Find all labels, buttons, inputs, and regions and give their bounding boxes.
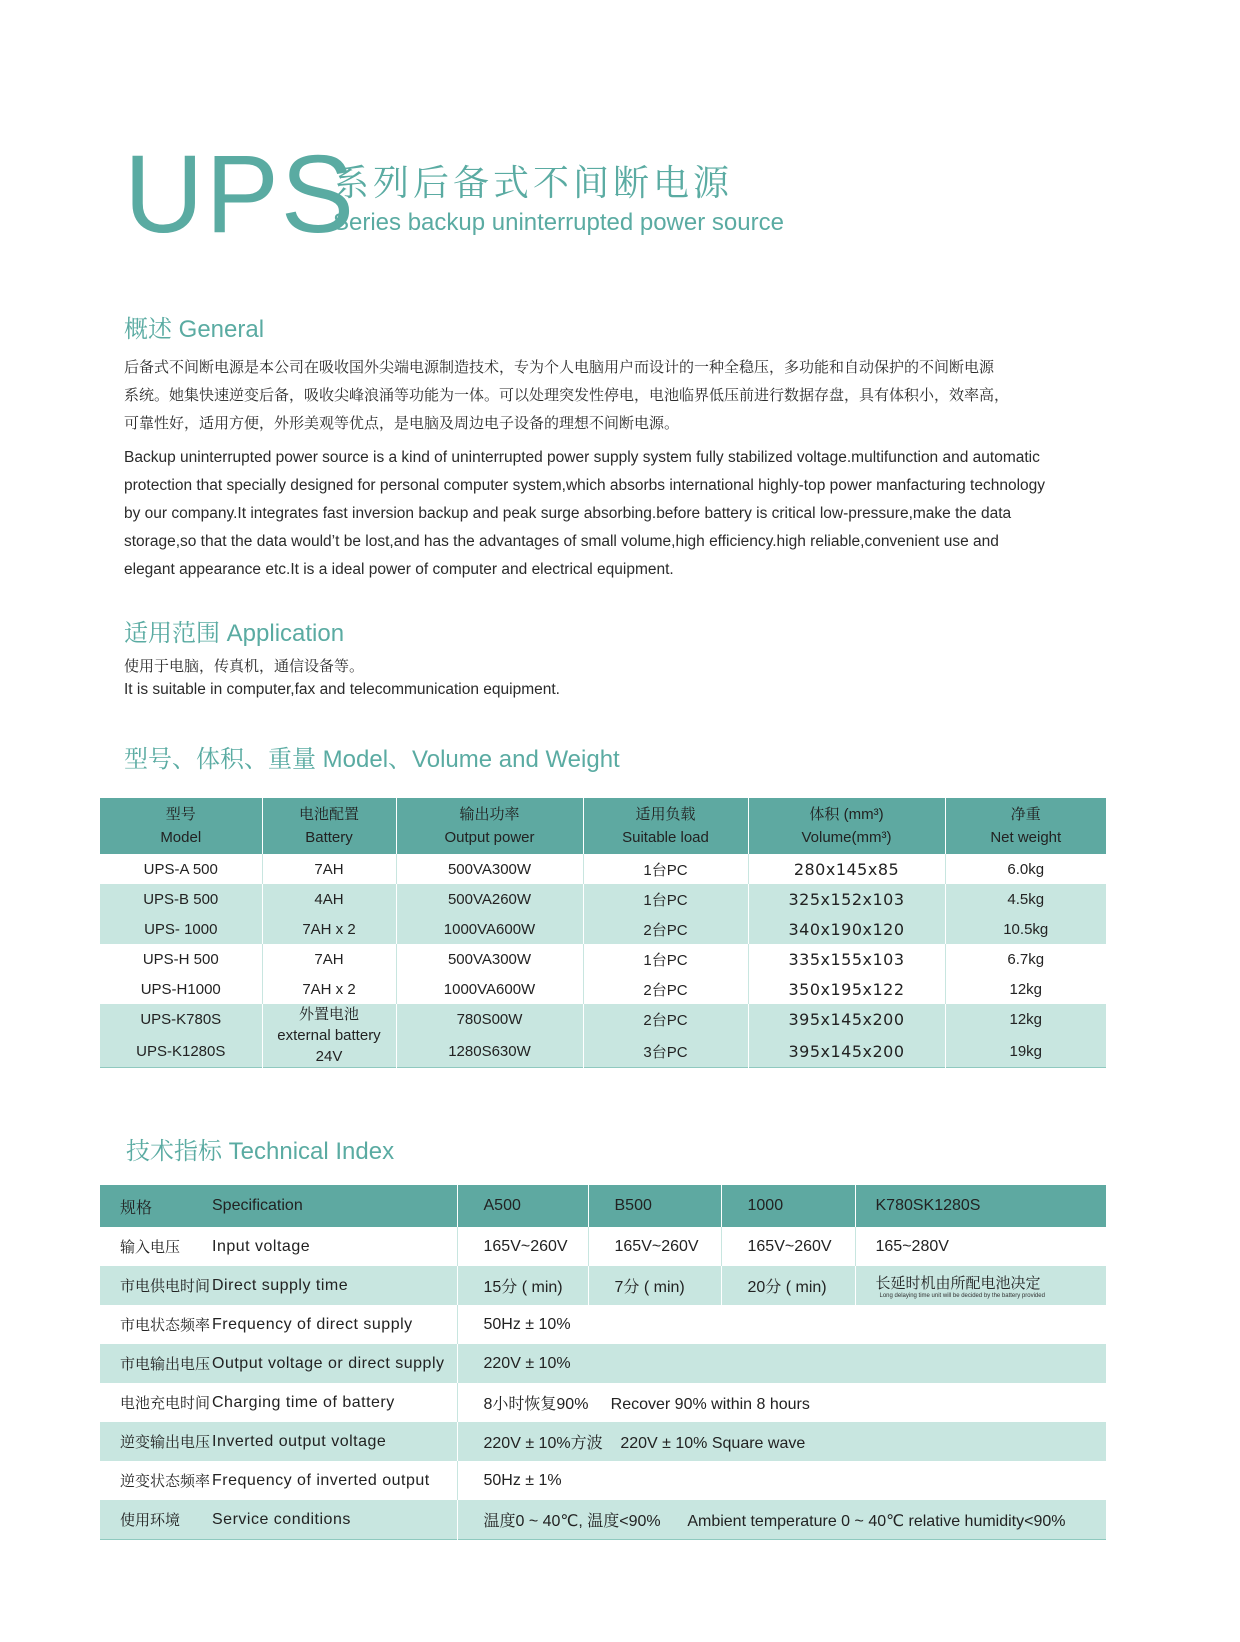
general-text-cn <box>124 353 1124 437</box>
cell-battery: 7AH x 2 <box>262 914 396 944</box>
general-text-en <box>124 444 1134 584</box>
spec-en: Inverted output voltage <box>206 1422 457 1461</box>
header-1000: 1000 <box>721 1185 855 1227</box>
cell-volume: 350x195x122 <box>748 974 945 1004</box>
cell-battery: 7AH x 2 <box>262 974 396 1004</box>
header-suitable-load: 适用负载 Suitable load <box>583 798 748 854</box>
spec-cn: 市电供电时间 <box>100 1266 206 1305</box>
cell-weight: 12kg <box>945 974 1106 1004</box>
application-text-en: It is suitable in computer,fax and telecommunication equipment. <box>124 681 560 698</box>
brand-logo-text: UPS <box>124 133 357 256</box>
cell-volume: 280x145x85 <box>748 854 945 884</box>
spec-en: Charging time of battery <box>212 1393 395 1411</box>
application-text-cn: 使用于电脑，传真机，通信设备等。 <box>124 657 365 675</box>
cell-power: 500VA260W <box>396 884 583 914</box>
value-a500: 15分 ( min) <box>457 1266 588 1305</box>
value-all: 8小时恢复90% Recover 90% within 8 hours <box>457 1383 1106 1422</box>
cell-load: 2台PC <box>583 1004 748 1035</box>
header-output-power: 输出功率 Output power <box>396 798 583 854</box>
value-1000: 20分 ( min) <box>721 1266 855 1305</box>
value-all: 50Hz ± 1% <box>457 1461 1106 1500</box>
battery-note-cn: 长延时机由所配电池决定 <box>875 1273 1041 1292</box>
value-all: 温度0 ~ 40℃, 温度<90% Ambient temperature 0 ~ 40℃ relative humidity<90% <box>457 1500 1106 1540</box>
table-row <box>100 944 1106 974</box>
spec-cn: 电池充电时间 <box>120 1394 211 1412</box>
table-row <box>100 914 1106 944</box>
cell-weight: 12kg <box>945 1004 1106 1035</box>
cell-volume: 395x145x200 <box>748 1004 945 1035</box>
general-en-line: elegant appearance etc.It is a ideal power of computer and electrical equipment. <box>124 561 674 578</box>
cell-volume: 325x152x103 <box>748 884 945 914</box>
cell-weight: 10.5kg <box>945 914 1106 944</box>
battery-note-en: Long delaying time unit will be decided by the battery provided <box>879 1292 1045 1299</box>
table-row <box>100 1227 1106 1266</box>
cell-power: 1000VA600W <box>396 914 583 944</box>
header-a500: A500 <box>457 1185 588 1227</box>
cell-weight: 19kg <box>945 1035 1106 1067</box>
section-title-general: 概述 General <box>124 316 265 343</box>
cell-model: UPS-H1000 <box>100 974 262 1004</box>
tech-table <box>100 1185 1106 1540</box>
tech-table-header <box>100 1185 1106 1227</box>
table-row <box>100 1266 1106 1305</box>
cell-battery: 7AH <box>262 854 396 884</box>
table-row <box>100 1422 1106 1461</box>
table-row <box>100 1461 1106 1500</box>
cell-power: 500VA300W <box>396 854 583 884</box>
header-volume: 体积 (mm³) Volume(mm³) <box>748 798 945 854</box>
spec-cn: 逆变状态频率 <box>120 1472 211 1490</box>
cell-model: UPS-B 500 <box>100 884 262 914</box>
spec-en: Service conditions <box>206 1500 457 1540</box>
value-a500: 165V~260V <box>457 1227 588 1266</box>
cell-load: 3台PC <box>583 1035 748 1067</box>
cell-load: 2台PC <box>583 974 748 1004</box>
cell-weight: 4.5kg <box>945 884 1106 914</box>
spec-en: Frequency of direct supply <box>212 1315 413 1333</box>
value-k <box>855 1266 1106 1305</box>
header-spec-en: Specification <box>206 1185 457 1227</box>
general-en-line: Backup uninterrupted power source is a kind of uninterrupted power supply system fully stabilized voltage.multifunction and automatic <box>124 449 1040 466</box>
cell-power: 1000VA600W <box>396 974 583 1004</box>
header-spec-cn: 规格 <box>100 1185 206 1227</box>
spec-cn: 市电输出电压 <box>100 1344 206 1383</box>
table-row <box>100 1305 1106 1344</box>
table-row <box>100 884 1106 914</box>
cell-weight: 6.0kg <box>945 854 1106 884</box>
table-row <box>100 1035 1106 1067</box>
spec-en: Input voltage <box>212 1237 311 1255</box>
section-title-application: 适用范围 Application <box>124 620 345 647</box>
general-en-line: protection that specially designed for personal computer system,which absorbs international highly-top power manfacturing technology <box>124 477 1046 494</box>
spec-en: Direct supply time <box>206 1266 457 1305</box>
header-battery: 电池配置 Battery <box>262 798 396 854</box>
cell-load: 2台PC <box>583 914 748 944</box>
spec-cn: 逆变输出电压 <box>100 1422 206 1461</box>
cell-volume: 340x190x120 <box>748 914 945 944</box>
table-row <box>100 1500 1106 1540</box>
section-title-models: 型号、体积、重量 Model、Volume and Weight <box>124 746 620 773</box>
cell-volume: 395x145x200 <box>748 1035 945 1067</box>
cell-model: UPS-K1280S <box>100 1035 262 1067</box>
general-cn-line: 后备式不间断电源是本公司在吸收国外尖端电源制造技术，专为个人电脑用户而设计的一种全稳压，多功能和自动保护的不间断电源 <box>124 358 995 376</box>
cell-weight: 6.7kg <box>945 944 1106 974</box>
spec-cn: 使用环境 <box>100 1500 206 1540</box>
cell-power: 780S00W <box>396 1004 583 1035</box>
table-row <box>100 854 1106 884</box>
cell-model: UPS-A 500 <box>100 854 262 884</box>
value-all: 220V ± 10%方波 220V ± 10% Square wave <box>457 1422 1106 1461</box>
spec-en: Output voltage or direct supply <box>206 1344 457 1383</box>
general-cn-line: 可靠性好，适用方便，外形美观等优点，是电脑及周边电子设备的理想不间断电源。 <box>124 414 680 432</box>
model-table <box>100 798 1106 1068</box>
value-b500: 7分 ( min) <box>588 1266 721 1305</box>
general-cn-line: 系统。她集快速逆变后备，吸收尖峰浪涌等功能为一体。可以处理突发性停电，电池临界低压前进行数据存盘，具有体积小，效率高， <box>124 386 1010 404</box>
page-title-en: Series backup uninterrupted power source <box>333 209 784 236</box>
cell-load: 1台PC <box>583 884 748 914</box>
cell-power: 1280S630W <box>396 1035 583 1067</box>
model-table-header <box>100 798 1106 854</box>
spec-cn: 输入电压 <box>120 1238 181 1256</box>
value-1000: 165V~260V <box>721 1227 855 1266</box>
header-net-weight: 净重 Net weight <box>945 798 1106 854</box>
cell-load: 1台PC <box>583 944 748 974</box>
value-all: 50Hz ± 10% <box>457 1305 1106 1344</box>
cell-battery-external: 外置电池 external battery 24V <box>262 1004 396 1068</box>
cell-model: UPS- 1000 <box>100 914 262 944</box>
table-row <box>100 1004 1106 1035</box>
cell-model: UPS-K780S <box>100 1004 262 1035</box>
general-en-line: storage,so that the data would’t be lost,and has the advantages of small volume,high efficiency.high reliable,convenient use and <box>124 533 999 550</box>
spec-en: Frequency of inverted output <box>212 1471 430 1489</box>
general-en-line: by our company.It integrates fast inversion backup and peak surge absorbing.before battery is critical low-pressure,make the data <box>124 505 1012 522</box>
cell-volume: 335x155x103 <box>748 944 945 974</box>
header-model: 型号 Model <box>100 798 262 854</box>
cell-power: 500VA300W <box>396 944 583 974</box>
header-k780s-k1280s: K780SK1280S <box>855 1185 1106 1227</box>
table-row <box>100 974 1106 1004</box>
cell-load: 1台PC <box>583 854 748 884</box>
spec-cn: 市电状态频率 <box>120 1316 211 1334</box>
value-b500: 165V~260V <box>588 1227 721 1266</box>
section-title-tech: 技术指标 Technical Index <box>126 1138 395 1165</box>
value-all: 220V ± 10% <box>457 1344 1106 1383</box>
value-k: 165~280V <box>855 1227 1106 1266</box>
header-b500: B500 <box>588 1185 721 1227</box>
table-row <box>100 1383 1106 1422</box>
page-title-cn: 系列后备式不间断电源 <box>333 163 734 204</box>
cell-battery: 7AH <box>262 944 396 974</box>
cell-model: UPS-H 500 <box>100 944 262 974</box>
cell-battery: 4AH <box>262 884 396 914</box>
table-row <box>100 1344 1106 1383</box>
